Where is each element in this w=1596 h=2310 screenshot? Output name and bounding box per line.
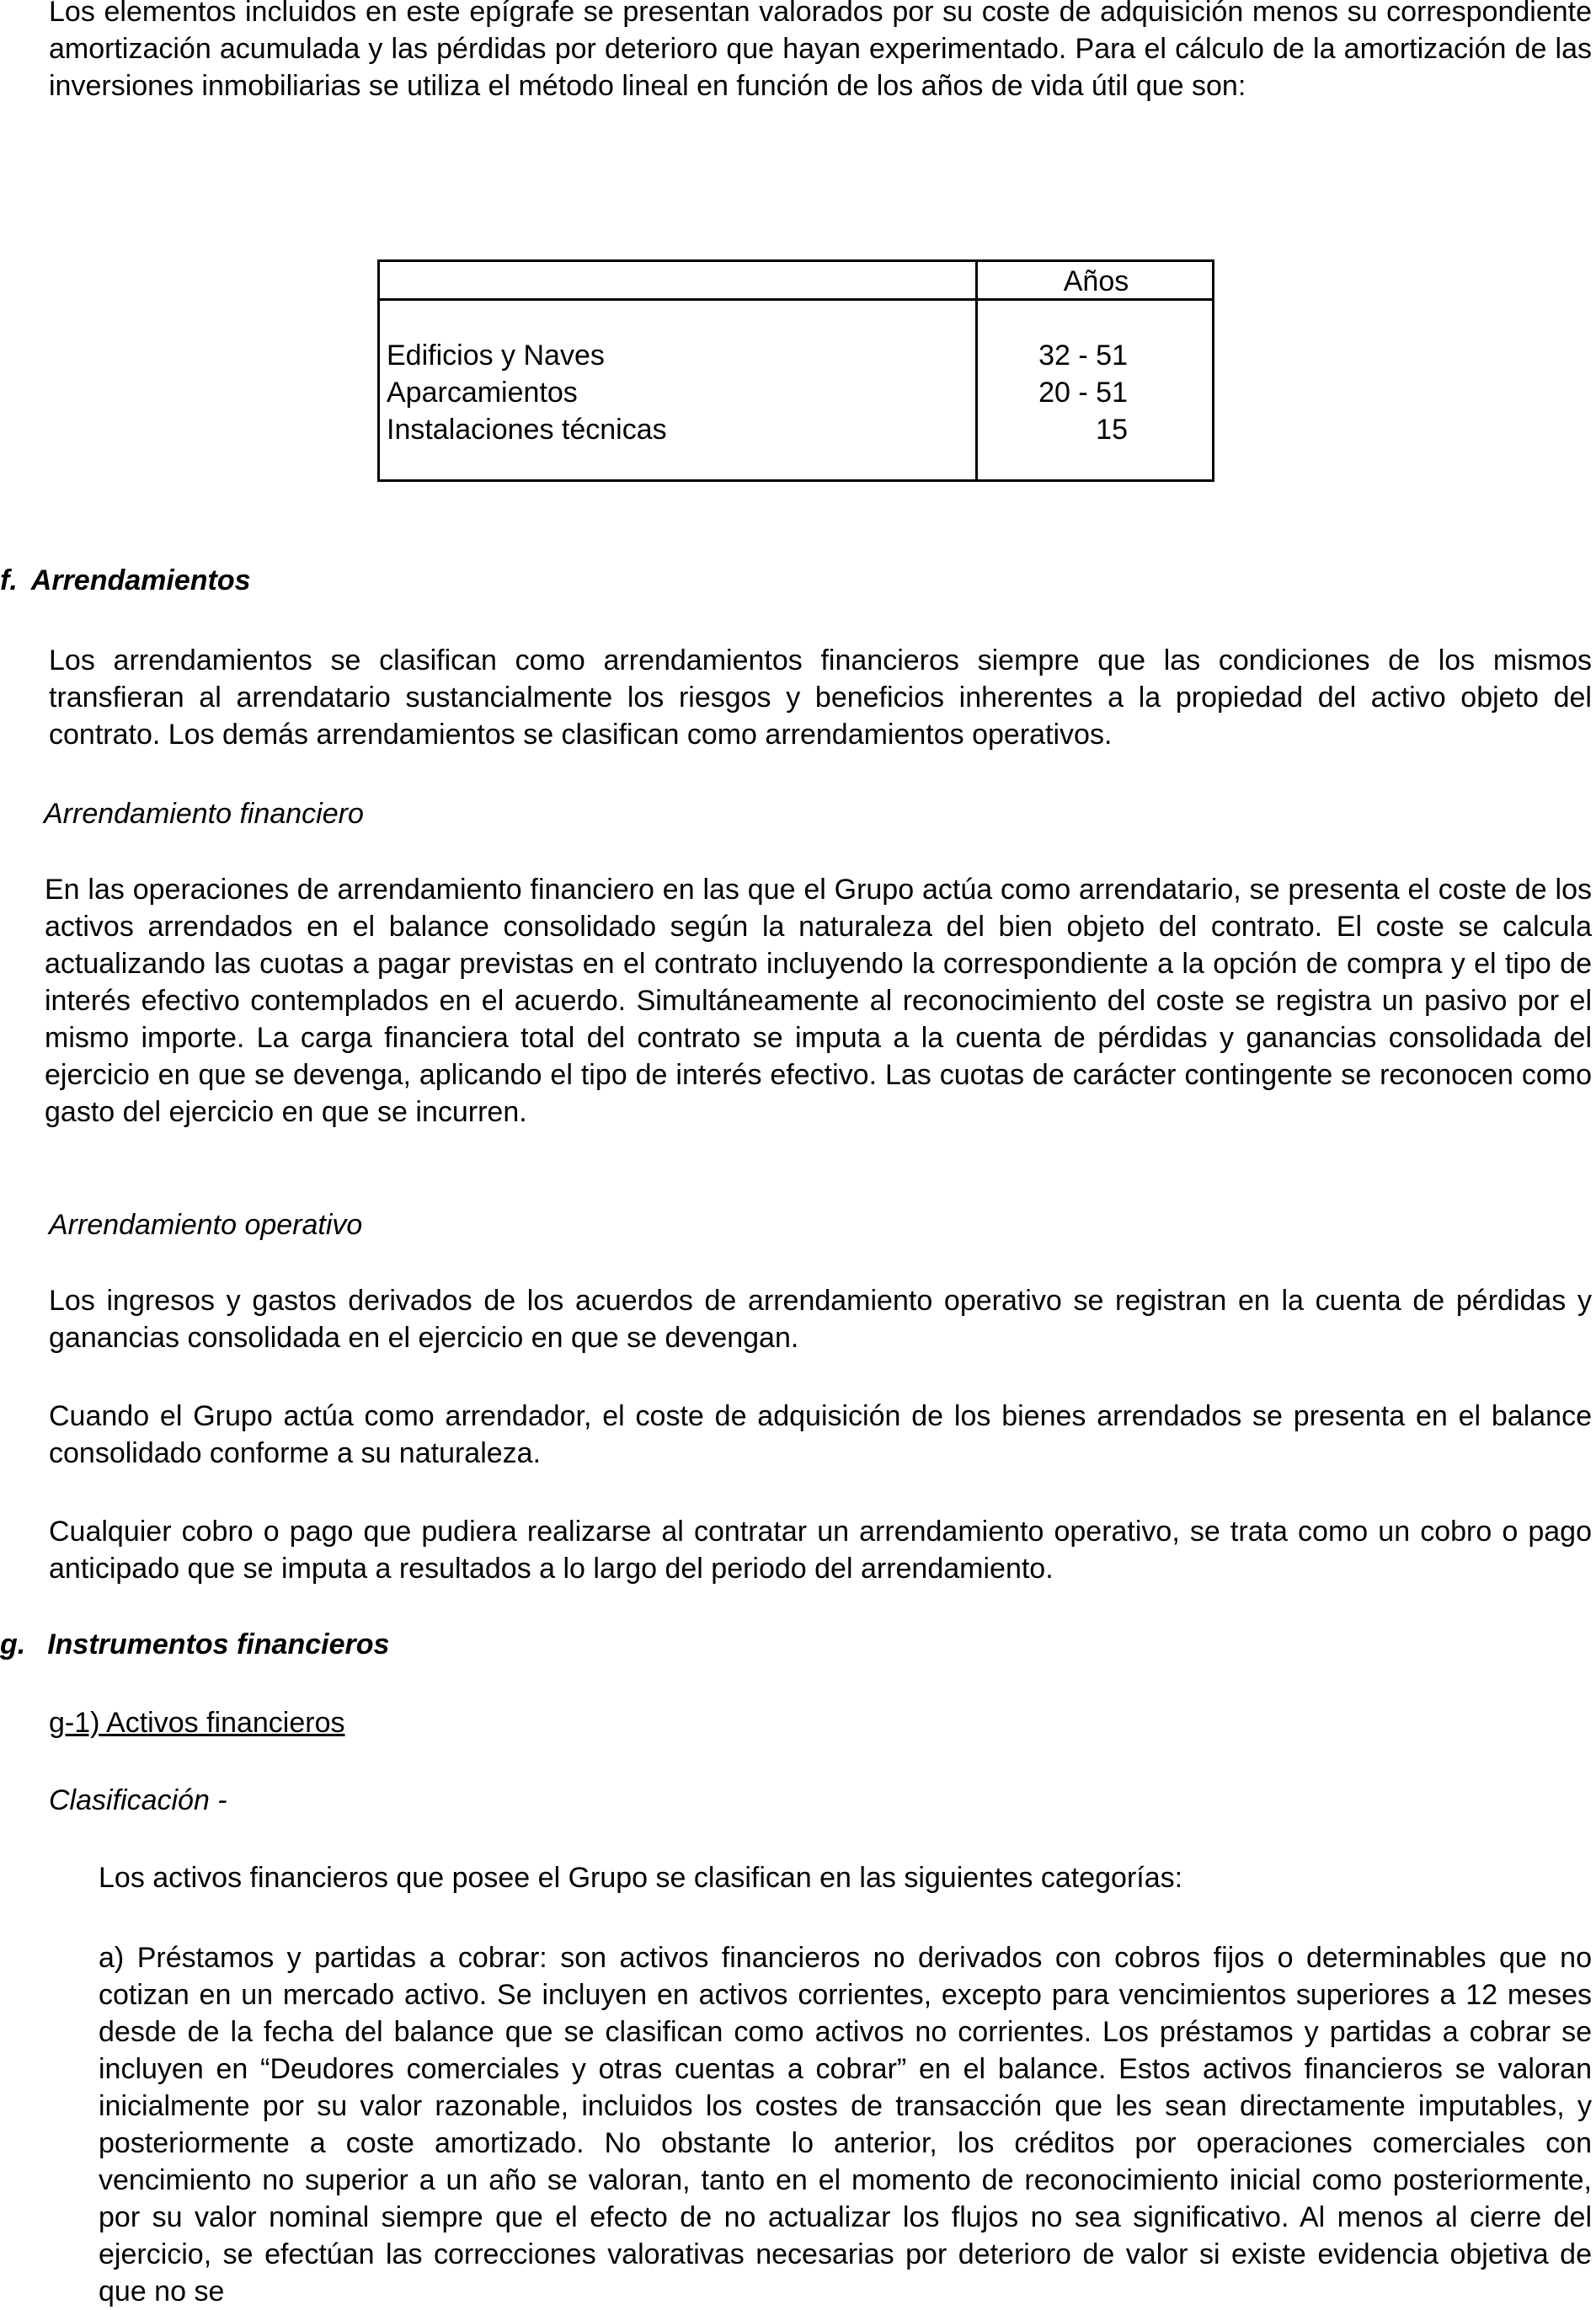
section-f-title: Arrendamientos <box>30 564 251 596</box>
table-row-value: 20 - 51 <box>1038 377 1128 409</box>
financiero-heading: Arrendamiento financiero <box>44 798 364 830</box>
section-f-letter: f. <box>0 564 18 596</box>
clasificacion-heading: Clasificación - <box>49 1784 227 1816</box>
categorias-intro: Los activos financieros que posee el Grupo se clasifican en las siguientes categorías: <box>99 1862 1183 1894</box>
operativo-paragraph-3: Cualquier cobro o pago que pudiera realizarse al contratar un arrendamiento operativo, se trata como un cobro o pago anticipado que se imputa a resultados a lo largo del periodo del arrendamiento. <box>49 1516 1592 1585</box>
section-g-heading <box>0 1626 389 1663</box>
table-row-label: Instalaciones técnicas <box>387 414 667 446</box>
useful-life-table <box>377 259 1214 482</box>
operativo-paragraph-2: Cuando el Grupo actúa como arrendador, el coste de adquisición de los bienes arrendados se presenta en el balance consolidado conforme a su naturaleza. <box>49 1400 1592 1469</box>
table-row-label: Edificios y Naves <box>387 340 605 372</box>
section-g-letter: g. <box>0 1628 26 1660</box>
table-header-divider <box>380 298 1212 301</box>
section-f-heading <box>0 562 251 599</box>
operativo-paragraph-1: Los ingresos y gastos derivados de los acuerdos de arrendamiento operativo se registran en la cuenta de pérdidas y ganancias consolidada en el ejercicio en que se devengan. <box>49 1285 1592 1354</box>
operativo-heading: Arrendamiento operativo <box>49 1209 363 1241</box>
item-a-paragraph: a) Préstamos y partidas a cobrar: son activos financieros no derivados con cobros fijos o determinables que no cotizan en un mercado activo. Se incluyen en activos corrientes, excepto para vencimientos superiores a 12 meses desde de la fecha del balance que se clasifican como activos no corrientes. Los préstamos y partidas a cobrar se incluyen en “Deudores comerciales y otras cuentas a cobrar” en el balance. Estos activos financieros se valoran inicialmente por su valor razonable, incluidos los costes de transacción que les sean directamente imputables, y posteriormente a coste amortizado. No obstante lo anterior, los créditos por operaciones comerciales con vencimiento no superior a un año se valoran, tanto en el momento de reconocimiento inicial como posteriormente, por su valor nominal siempre que el efecto de no actualizar los flujos no sea significativo. Al menos al cierre del ejercicio, se efectúan las correcciones valorativas necesarias por deterioro de valor si existe evidencia objetiva de que no se <box>99 1942 1592 2307</box>
financiero-paragraph: En las operaciones de arrendamiento financiero en las que el Grupo actúa como arrendatario, se presenta el coste de los activos arrendados en el balance consolidado según la naturaleza del bien objeto del contrato. El coste se calcula actualizando las cuotas a pagar previstas en el contrato incluyendo la correspondiente a la opción de compra y el tipo de interés efectivo contemplados en el acuerdo. Simultáneamente al reconocimiento del coste se registra un pasivo por el mismo importe. La carga financiera total del contrato se imputa a la cuenta de pérdidas y ganancias consolidada del ejercicio en que se devenga, aplicando el tipo de interés efectivo. Las cuotas de carácter contingente se reconocen como gasto del ejercicio en que se incurren. <box>45 874 1592 1128</box>
subsection-heading: g-1) Activos financieros <box>49 1707 345 1739</box>
table-row-value: 32 - 51 <box>1038 340 1128 372</box>
table-row-value: 15 <box>1096 414 1128 446</box>
table-column-header: Años <box>1063 265 1129 297</box>
section-g-title: Instrumentos financieros <box>47 1628 390 1660</box>
table-row-label: Aparcamientos <box>387 377 578 409</box>
section-f-intro: Los arrendamientos se clasifican como arrendamientos financieros siempre que las condiciones de los mismos transfieran al arrendatario sustancialmente los riesgos y beneficios inherentes a la propiedad del activo objeto del contrato. Los demás arrendamientos se clasifican como arrendamientos operativos. <box>49 644 1592 751</box>
intro-paragraph: Los elementos incluidos en este epígrafe se presentan valorados por su coste de adquisición menos su correspondiente amortización acumulada y las pérdidas por deterioro que hayan experimentado. Para el cálculo de la amortización de las inversiones inmobiliarias se utiliza el método lineal en función de los años de vida útil que son: <box>49 0 1592 102</box>
